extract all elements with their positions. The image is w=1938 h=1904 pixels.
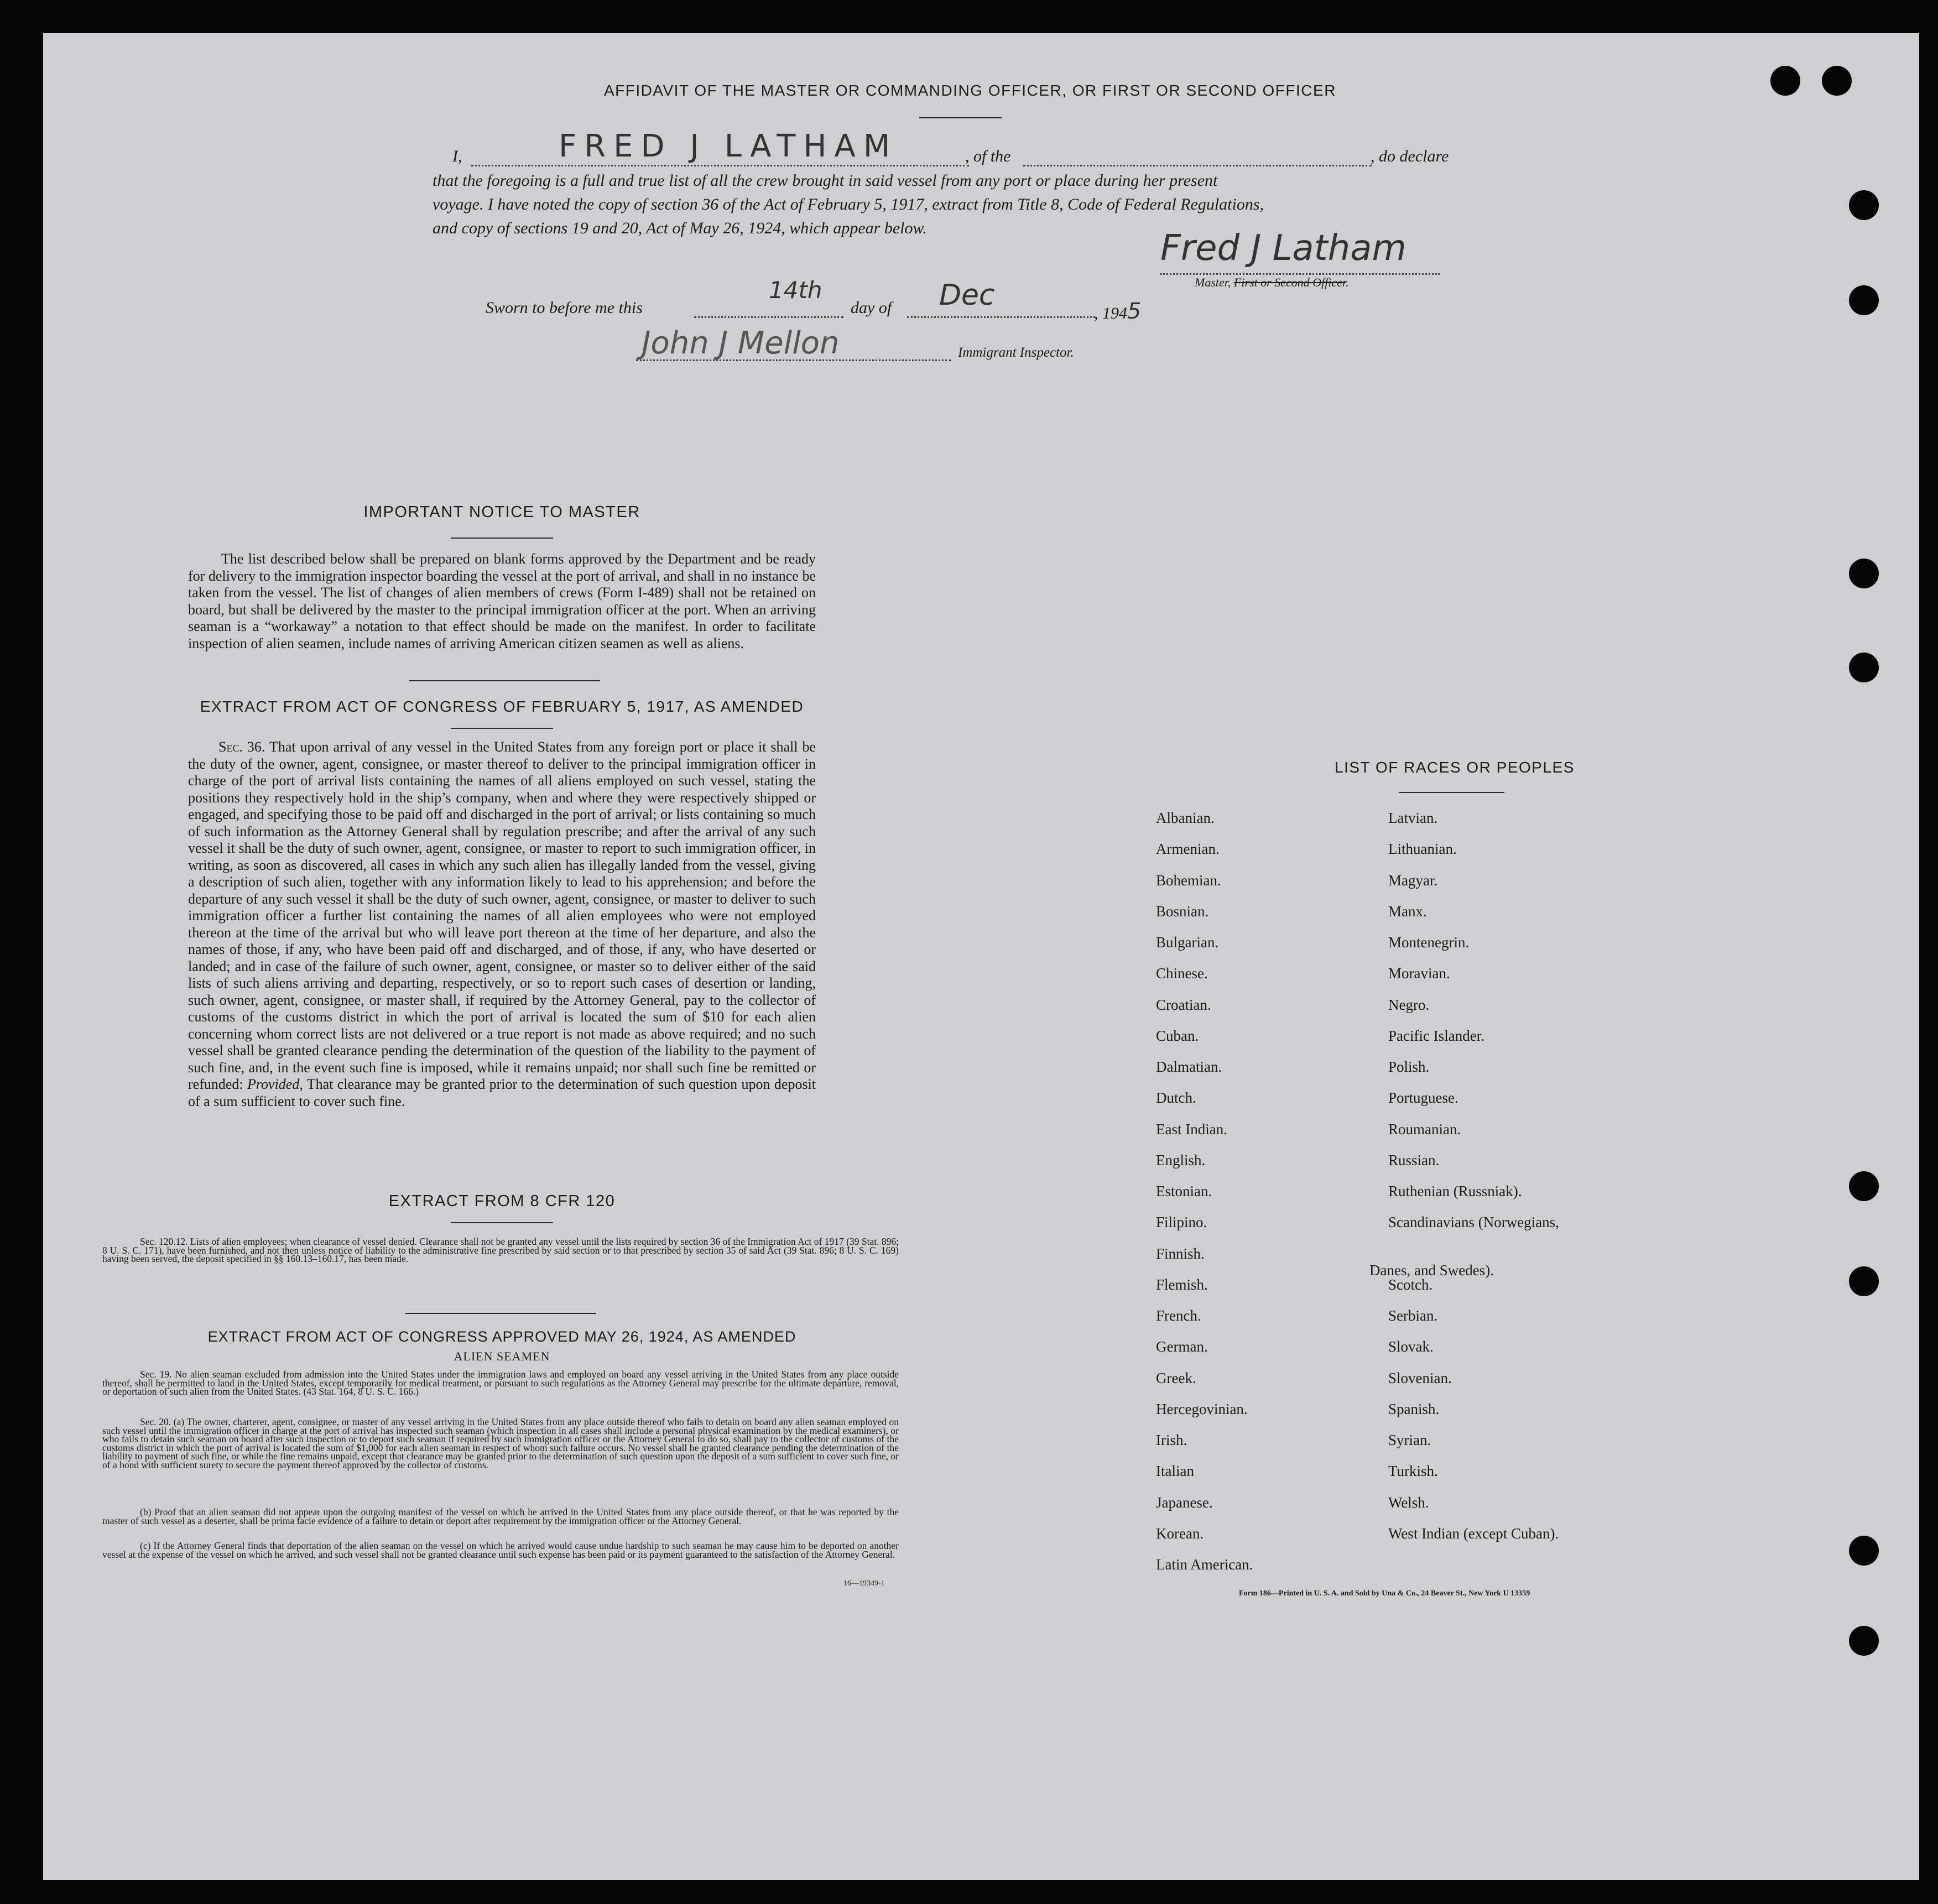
binder-hole bbox=[1849, 190, 1879, 220]
race-item: Scotch. bbox=[1388, 1276, 1433, 1293]
inspector-caption: Immigrant Inspector. bbox=[958, 345, 1074, 360]
race-item: Polish. bbox=[1388, 1058, 1430, 1075]
race-item: Bosnian. bbox=[1156, 903, 1209, 920]
race-item: Irish. bbox=[1156, 1432, 1187, 1448]
race-item: Montenegrin. bbox=[1388, 934, 1470, 951]
race-item: Cuban. bbox=[1156, 1027, 1199, 1044]
race-item: Dutch. bbox=[1156, 1089, 1196, 1107]
master-name-handwriting: FRED J LATHAM bbox=[559, 128, 898, 164]
sworn-day-handwriting: 14th bbox=[769, 277, 822, 304]
extract-1924-sec20b: (b) Proof that an alien seaman did not appear upon the outgoing manifest of the vessel on which he arrived in the United States from any place outside thereof, or that he was reported by the master of such vessel as a deserter, shall be prima facie evidence of a failure to detain or deport after requirement by the immigration officer or the Attorney General. bbox=[102, 1506, 899, 1526]
race-item: Filipino. bbox=[1156, 1214, 1207, 1231]
of-the-label: , of the bbox=[965, 147, 1011, 165]
master-signature-line bbox=[1160, 273, 1440, 275]
race-item: Dalmatian. bbox=[1156, 1058, 1222, 1075]
race-item: Portuguese. bbox=[1388, 1089, 1458, 1107]
form-code: 16—19349-1 bbox=[843, 1579, 885, 1588]
race-item: Ruthenian (Russniak). bbox=[1388, 1183, 1522, 1199]
binder-hole bbox=[1849, 653, 1879, 682]
race-item: Spanish. bbox=[1388, 1400, 1440, 1417]
extract-1917-divider bbox=[451, 728, 553, 729]
inspector-signature: John J Mellon bbox=[642, 325, 840, 361]
master-name-line bbox=[471, 165, 969, 166]
race-item: Finnish. bbox=[1156, 1245, 1205, 1262]
race-item: Syrian. bbox=[1388, 1432, 1431, 1448]
binder-hole bbox=[1849, 1626, 1879, 1656]
sworn-prefix: Sworn to before me this bbox=[486, 299, 643, 317]
race-item: Danes, and Swedes). bbox=[1369, 1261, 1494, 1279]
race-item: Chinese. bbox=[1156, 965, 1208, 982]
race-item: Roumanian. bbox=[1388, 1120, 1461, 1138]
race-item: Estonian. bbox=[1156, 1183, 1212, 1199]
race-item: Moravian. bbox=[1388, 965, 1450, 982]
alien-seamen-subheading: ALIEN SEAMEN bbox=[454, 1349, 550, 1363]
affidavit-line2: that the foregoing is a full and true list of all the crew brought in said vessel from any port or place during her present bbox=[433, 171, 1218, 190]
binder-hole bbox=[1849, 1536, 1879, 1566]
race-item: Bulgarian. bbox=[1156, 934, 1219, 951]
title-divider bbox=[919, 117, 1002, 118]
affidavit-prefix: I, bbox=[452, 147, 462, 165]
binder-hole bbox=[1849, 559, 1879, 588]
race-item: East Indian. bbox=[1156, 1120, 1227, 1138]
race-item: Latvian. bbox=[1388, 810, 1438, 826]
vessel-line bbox=[1023, 165, 1372, 166]
race-item: Scandinavians (Norwegians, bbox=[1388, 1214, 1559, 1231]
notice-text: The list described below shall be prepared on blank forms approved by the Department and be ready for delivery to the immigration inspector boarding the vessel at the port of arrival, and shall in no instance be taken from the vessel. The list of changes of alien members of crews (Form I-489) shall not be retained on board, but shall be delivered by the master to the principal immigration officer at the port. When an arriving seaman is a “workaway” a notation to that effect should be made on the manifest. In order to facilitate inspection of alien seamen, include names of arriving American citizen seamen as well as aliens. bbox=[188, 551, 816, 651]
race-item: West Indian (except Cuban). bbox=[1388, 1525, 1559, 1542]
race-item: Turkish. bbox=[1388, 1463, 1438, 1480]
race-item: Manx. bbox=[1388, 903, 1427, 920]
race-item: Lithuanian. bbox=[1388, 841, 1457, 858]
do-declare-label: , do declare bbox=[1371, 147, 1449, 165]
race-item: Italian bbox=[1156, 1463, 1194, 1480]
affidavit-line3: voyage. I have noted the copy of section 36 of the Act of February 5, 1917, extract from Title 8, Code of Federal Regulations, bbox=[433, 195, 1264, 213]
binder-hole bbox=[1849, 1266, 1879, 1296]
races-heading: LIST OF RACES OR PEOPLES bbox=[1335, 759, 1575, 776]
extract-1924-sec19: Sec. 19. No alien seaman excluded from admission into the United States under the immigration laws and employed on board any vessel arriving in the United States from any place outside thereof, shall be permitted to land in the United States, except temporarily for medical treatment, or pursuant to such regulations as the Attorney General may prescribe for the ultimate departure, removal, or deportation of such alien from the United States. (43 Stat. 164, 8 U. S. C. 166.) bbox=[102, 1369, 899, 1397]
race-item: Hercegovinian. bbox=[1156, 1400, 1248, 1417]
extract-1924-heading: EXTRACT FROM ACT OF CONGRESS APPROVED MAY 26, 1924, AS AMENDED bbox=[207, 1328, 796, 1345]
race-item: Negro. bbox=[1388, 996, 1430, 1013]
extract-cfr-text: Sec. 120.12. Lists of alien employees; when clearance of vessel denied. Clearance shall not be granted any vessel until the lists required by section 36 of the Immigration Act of 1917 (39 Stat. 896; 8 U. S. C. 171), have been furnished, and not then unless notice of liability to the administrative fine prescribed by said section or to that prescribed by section 35 of said Act (39 Stat. 896; 8 U. S. C. 169) having been served, the deposit specified in §§ 160.13–160.17, has been made. bbox=[102, 1236, 899, 1264]
extract-1924-sec20a: Sec. 20. (a) The owner, charterer, agent, consignee, or master of any vessel arriving in the United States from any place outside thereof who fails to detain on board any alien seaman employed on such vessel until the immigration officer in charge at the port of arrival has inspected such seaman (which inspection in all cases shall include a personal physical examination by the medical examiners), or who fails to detain such seaman on board after such inspection or to deport such seaman if required by such immigration officer or the Attorney General to do so, shall pay to the collector of customs of the customs district in which the port of arrival is located the sum of $1,000 for each alien seaman in respect of whom such failure occurs. No vessel shall be granted clearance pending the determination of the liability to payment of such fine, or while the fine remains unpaid, except that clearance may be granted prior to the determination of such question upon the deposit of a sum sufficient to cover such fine, or of a bond with sufficient surety to secure the payment thereof approved by the collector of customs. bbox=[102, 1416, 899, 1470]
section-divider bbox=[405, 1313, 596, 1314]
race-item: English. bbox=[1156, 1151, 1206, 1169]
race-item: Bohemian. bbox=[1156, 872, 1221, 889]
master-signature: Fred J Latham bbox=[1160, 228, 1406, 269]
race-item: Welsh. bbox=[1388, 1494, 1429, 1511]
binder-hole bbox=[1849, 285, 1879, 315]
notice-divider bbox=[451, 538, 553, 539]
inspector-signature-line bbox=[636, 359, 951, 361]
race-item: German. bbox=[1156, 1338, 1208, 1355]
race-item: Flemish. bbox=[1156, 1276, 1208, 1293]
races-divider bbox=[1399, 792, 1504, 793]
race-item: Korean. bbox=[1156, 1525, 1204, 1542]
race-item: Armenian. bbox=[1156, 841, 1220, 858]
section-divider bbox=[409, 680, 600, 681]
race-item: Slovenian. bbox=[1388, 1369, 1452, 1386]
race-item: Pacific Islander. bbox=[1388, 1027, 1484, 1044]
sworn-day-line bbox=[694, 316, 843, 318]
race-item: Latin American. bbox=[1156, 1556, 1253, 1573]
race-item: Slovak. bbox=[1388, 1338, 1434, 1355]
race-item: Croatian. bbox=[1156, 996, 1211, 1013]
race-item: Serbian. bbox=[1388, 1307, 1438, 1324]
sworn-month-line bbox=[907, 316, 1095, 318]
extract-cfr-heading: EXTRACT FROM 8 CFR 120 bbox=[388, 1192, 616, 1210]
race-item: Greek. bbox=[1156, 1369, 1196, 1386]
binder-hole bbox=[1822, 66, 1852, 96]
race-item: Russian. bbox=[1388, 1151, 1440, 1169]
printer-footer: Form 186—Printed in U. S. A. and Sold by Una & Co., 24 Beaver St., New York U 13359 bbox=[1239, 1589, 1530, 1598]
race-item: Albanian. bbox=[1156, 810, 1215, 826]
binder-hole bbox=[1849, 1171, 1879, 1201]
year-label: , 1945 bbox=[1094, 299, 1142, 324]
binder-hole bbox=[1770, 66, 1800, 96]
race-item: French. bbox=[1156, 1307, 1201, 1324]
race-item: Japanese. bbox=[1156, 1494, 1213, 1511]
extract-1917-text: Sec. 36. That upon arrival of any vessel in the United States from any foreign port or place it shall be the duty of the owner, agent, consignee, or master thereof to deliver to the principal immigration officer in charge of the port of arrival lists containing the names of all aliens employed on such vessel, stating the positions they respectively hold in the ship’s company, when and where they were respectively shipped or engaged, and specifying those to be paid off and discharged in the port of arrival; or lists containing so much of such information as the Attorney General shall by regulation prescribe; and after the arrival of any such vessel it shall be the duty of such owner, agent, consignee, or master to report to such immigration officer, in writing, as soon as discovered, all cases in which any such alien has illegally landed from the vessel, giving a description of such alien, together with any information likely to lead to his apprehension; and before the departure of any such vessel it shall be the duty of such owner, agent, consignee, or master to deliver to such immigration officer a further list containing the names of all alien employees who were not employed thereon at the time of the arrival but who will leave port thereon at the time of her departure, and also the names of those, if any, who have been paid off and discharged, and of those, if any, who have deserted or landed; and in case of the failure of such owner, agent, consignee, or master so to deliver either of the said lists of such aliens arriving and departing, respectively, or so to report such cases of desertion or landing, such owner, agent, consignee, or master shall, if required by the Attorney General, pay to the collector of customs of the customs district in which the port of arrival is located the sum of $10 for each alien concerning whom correct lists are not delivered or a true report is not made as above required; and no such vessel shall be granted clearance pending the determination of the question of the liability to the payment of such fine, and, in the event such fine is imposed, while it remains unpaid; nor shall such fine be remitted or refunded: Provided, That clearance may be granted prior to the determination of such question upon deposit of a sum sufficient to cover such fine. bbox=[188, 739, 816, 1109]
extract-1917-heading: EXTRACT FROM ACT OF CONGRESS OF FEBRUARY 5, 1917, AS AMENDED bbox=[200, 698, 804, 715]
affidavit-line4: and copy of sections 19 and 20, Act of May 26, 1924, which appear below. bbox=[433, 219, 927, 237]
extract-cfr-divider bbox=[451, 1222, 553, 1223]
notice-heading: IMPORTANT NOTICE TO MASTER bbox=[363, 503, 640, 521]
extract-1924-sec20c: (c) If the Attorney General finds that deportation of the alien seaman on the vessel on which he arrived would cause undue hardship to such seaman he may cause him to be deported on another vessel at the expense of the vessel on which he arrived, and such vessel shall not be granted clearance until such expense has been paid or its payment guaranteed to the satisfaction of the Attorney General. bbox=[102, 1540, 899, 1560]
race-item: Magyar. bbox=[1388, 872, 1438, 889]
affidavit-title: AFFIDAVIT OF THE MASTER OR COMMANDING OFFICER, OR FIRST OR SECOND OFFICER bbox=[604, 82, 1336, 99]
sworn-month-handwriting: Dec bbox=[939, 279, 995, 312]
day-of-label: day of bbox=[851, 299, 892, 317]
signature-caption: Master, First or Second Officer. bbox=[1195, 275, 1349, 289]
